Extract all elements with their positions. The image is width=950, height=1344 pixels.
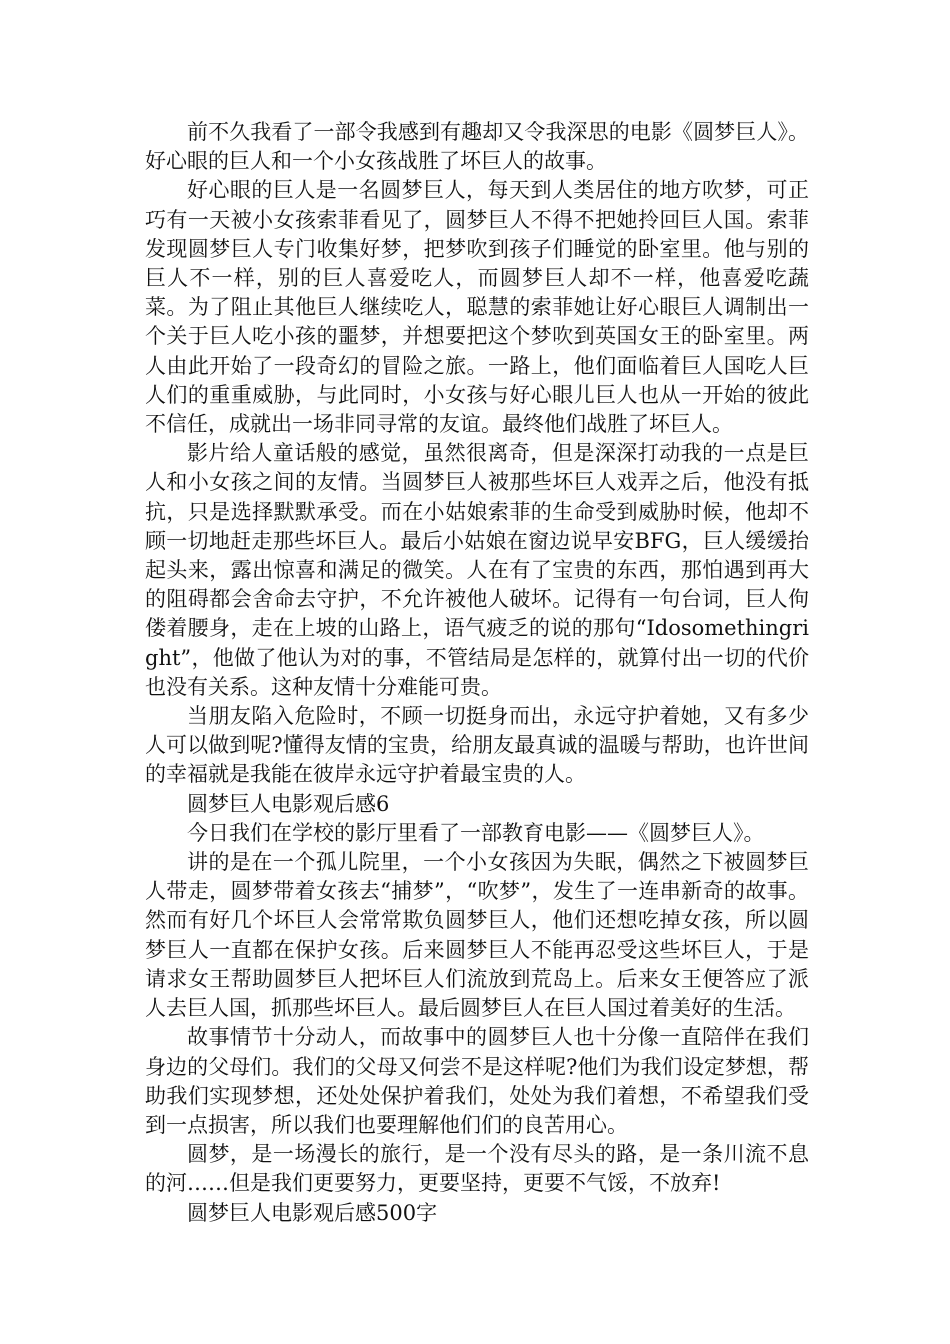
paragraph-reflection: 当朋友陷入危险时，不顾一切挺身而出，永远守护着她，又有多少人可以做到呢?懂得友情的宝贵，给朋友最真诚的温暖与帮助，也许世间的幸福就是我能在彼岸永远守护着最宝贵的人。: [145, 704, 809, 787]
paragraph-school-screening: 今日我们在学校的影厅里看了一部教育电影——《圆梦巨人》。: [187, 820, 765, 845]
paragraph-intro: 前不久我看了一部令我感到有趣却又令我深思的电影《圆梦巨人》。好心眼的巨人和一个小女孩战胜了坏巨人的故事。: [145, 120, 809, 174]
document-body: [145, 118, 809, 1228]
paragraph-parents: 故事情节十分动人，而故事中的圆梦巨人也十分像一直陪伴在我们身边的父母们。我们的父母又何尝不是这样呢?他们为我们设定梦想，帮助我们实现梦想，还处处保护着我们，处处为我们着想，不希望我们受到一点损害，所以我们也要理解他们们的良苦用心。: [145, 1025, 809, 1137]
paragraph-plot: 好心眼的巨人是一名圆梦巨人，每天到人类居住的地方吹梦，可正巧有一天被小女孩索菲看见了，圆梦巨人不得不把她拎回巨人国。索菲发现圆梦巨人专门收集好梦，把梦吹到孩子们睡觉的卧室里。他与别的巨人不一样，别的巨人喜爱吃人，而圆梦巨人却不一样，他喜爱吃蔬菜。为了阻止其他巨人继续吃人，聪慧的索菲她让好心眼巨人调制出一个关于巨人吃小孩的噩梦，并想要把这个梦吹到英国女王的卧室里。两人由此开始了一段奇幻的冒险之旅。一路上，他们面临着巨人国吃人巨人们的重重威胁，与此同时，小女孩与好心眼儿巨人也从一开始的彼此不信任，成就出一场非同寻常的友谊。最终他们战胜了坏巨人。: [145, 178, 809, 437]
section-heading-6: 圆梦巨人电影观后感6: [187, 791, 390, 816]
section-heading-500: 圆梦巨人电影观后感500字: [187, 1200, 438, 1225]
paragraph-dream-journey: 圆梦，是一场漫长的旅行，是一个没有尽头的路，是一条川流不息的河……但是我们更要努力，更要坚持，更要不气馁，不放弃!: [145, 1142, 809, 1196]
paragraph-orphanage-story: 讲的是在一个孤儿院里，一个小女孩因为失眠，偶然之下被圆梦巨人带走，圆梦带着女孩去“捕梦”，“吹梦”，发生了一连串新奇的故事。然而有好几个坏巨人会常常欺负圆梦巨人，他们还想吃掉女孩，所以圆梦巨人一直都在保护女孩。后来圆梦巨人不能再忍受这些坏巨人，于是请求女王帮助圆梦巨人把坏巨人们流放到荒岛上。后来女王便答应了派人去巨人国，抓那些坏巨人。最后圆梦巨人在巨人国过着美好的生活。: [145, 850, 809, 1021]
paragraph-friendship: 影片给人童话般的感觉，虽然很离奇，但是深深打动我的一点是巨人和小女孩之间的友情。当圆梦巨人被那些坏巨人戏弄之后，他没有抵抗，只是选择默默承受。而在小姑娘索菲的生命受到威胁时候，他却不顾一切地赶走那些坏巨人。最后小姑娘在窗边说早安BFG，巨人缓缓抬起头来，露出惊喜和满足的微笑。人在有了宝贵的东西，那怕遇到再大的阻碍都会舍命去守护，不允许被他人破坏。记得有一句台词，巨人佝偻着腰身，走在上坡的山路上，语气疲乏的说的那句“Idosomethingright”，他做了他认为对的事，不管结局是怎样的，就算付出一切的代价也没有关系。这种友情十分难能可贵。: [145, 441, 809, 699]
